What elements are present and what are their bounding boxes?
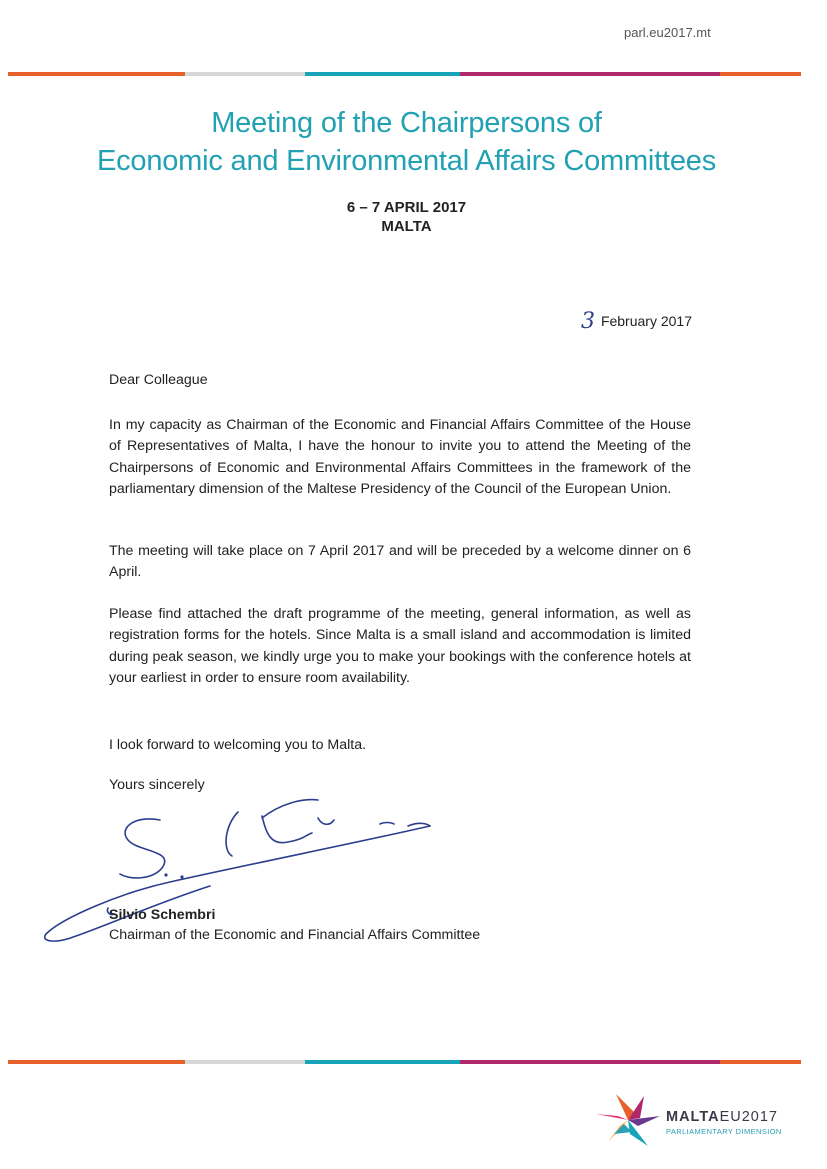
letter-date-month-year: February 2017 (600, 313, 692, 329)
salutation: Dear Colleague (109, 372, 208, 388)
site-url: parl.eu2017.mt (624, 25, 711, 40)
event-dates: 6 – 7 APRIL 2017 (346, 199, 467, 216)
malta-eu2017-logo (594, 1090, 794, 1150)
logo-word-eu: EU2017 (719, 1109, 778, 1125)
meeting-title-line2: Economic and Environmental Affairs Committees (96, 145, 717, 177)
paragraph-invitation: In my capacity as Chairman of the Economic and Financial Affairs Committee of the House of Representatives of Malta, I have the honour to invite you to attend the Meeting of the Chairpersons of Economic and Environmental Affairs Committees in the framework of the parliamentary dimension of the Maltese Presidency of the Council of the European Union. (109, 417, 691, 497)
top-color-divider (8, 72, 801, 76)
meeting-title (0, 104, 813, 180)
signer-name: Silvio Schembri (109, 907, 216, 923)
letter-date-day: 3 (580, 309, 595, 334)
logo-wordmark (666, 1109, 778, 1125)
paragraph-meeting-date: The meeting will take place on 7 April 2017 and will be preceded by a welcome dinner on 6 April. (109, 543, 691, 581)
logo-subtitle: PARLIAMENTARY DIMENSION (666, 1127, 782, 1136)
closing-phrase: Yours sincerely (109, 777, 205, 793)
paragraph-accommodation: Please find attached the draft programme of the meeting, general information, as well as registration forms for the hotels. Since Malta is a small island and accommodation is limited during peak season, we kindly urge you to make your bookings with the conference hotels at your earliest in order to ensure room availability. (109, 606, 691, 686)
event-location: MALTA (381, 218, 432, 235)
event-info (0, 198, 813, 236)
signer-title: Chairman of the Economic and Financial Affairs Committee (109, 927, 481, 943)
paragraph-closing-remark: I look forward to welcoming you to Malta. (109, 737, 367, 753)
star-logo-icon (594, 1090, 662, 1150)
meeting-title-line1: Meeting of the Chairpersons of (211, 107, 602, 139)
logo-word-malta: MALTA (666, 1109, 720, 1125)
bottom-color-divider (8, 1060, 801, 1064)
letter-date (540, 309, 692, 334)
